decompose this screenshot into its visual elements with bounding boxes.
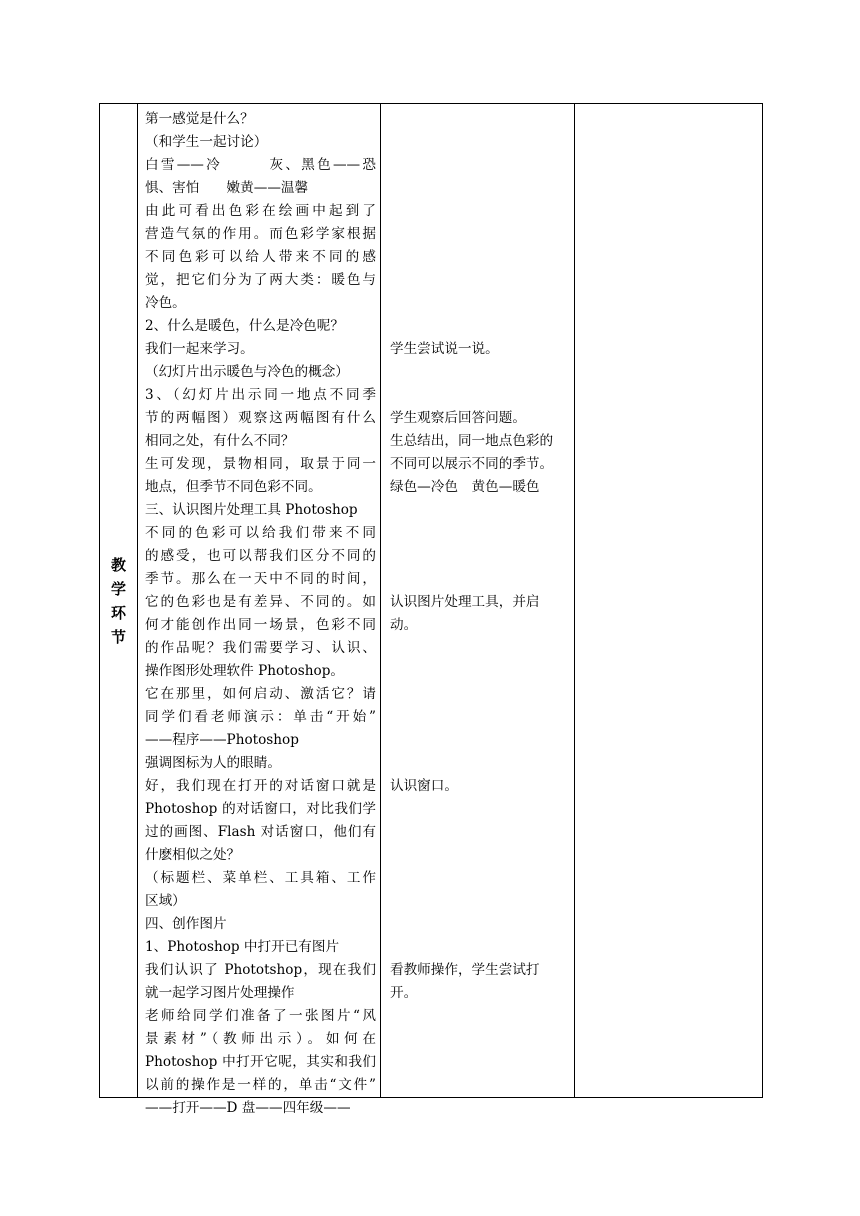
section-cell xyxy=(100,104,138,1098)
teacher-text-line: ——打开——D 盘——四年级—— xyxy=(145,1100,351,1116)
student-text-line: 认识窗口。 xyxy=(390,778,458,794)
student-text-line: 不同可以展示不同的季节。 xyxy=(390,456,554,472)
design-intent-text xyxy=(575,104,762,1097)
teacher-text-line: 好，我们现在打开的对话窗口就是 xyxy=(145,778,376,794)
teacher-text-line: 生可发现，景物相同，取景于同一 xyxy=(145,456,376,472)
teacher-text-line: 节的两幅图）观察这两幅图有什么 xyxy=(145,410,376,426)
teacher-text-line: 不同色彩可以给人带来不同的感 xyxy=(145,249,376,265)
student-text-line: 绿色—冷色 黄色—暖色 xyxy=(390,479,540,495)
teacher-text-line: 何才能创作出同一场景，色彩不同 xyxy=(145,617,376,633)
teacher-text-line: 我们认识了 Phototshop，现在我们 xyxy=(145,962,376,978)
teacher-activity-text xyxy=(138,104,380,1116)
teacher-text-line: 白雪——冷 灰、黑色——恐 xyxy=(145,157,376,173)
student-text-line: 看教师操作，学生尝试打 xyxy=(390,962,540,978)
teacher-text-line: 由此可看出色彩在绘画中起到了 xyxy=(145,203,376,219)
teacher-text-line: 老师给同学们准备了一张图片“风 xyxy=(145,1008,376,1024)
teacher-text-line: 四、创作图片 xyxy=(145,916,227,932)
teacher-text-line: 区域） xyxy=(145,893,186,909)
teacher-text-line: 1、Photoshop 中打开已有图片 xyxy=(145,939,340,955)
teacher-activity-cell xyxy=(138,104,381,1116)
teacher-text-line: 它在那里，如何启动、激活它？请 xyxy=(145,686,376,702)
student-text-line: 生总结出，同一地点色彩的 xyxy=(390,433,554,449)
teacher-text-line: 什麽相似之处？ xyxy=(145,847,241,863)
student-text-line: 开。 xyxy=(390,985,418,1001)
teacher-text-line: 觉，把它们分为了两大类：暖色与 xyxy=(145,272,376,288)
student-text-line: 动。 xyxy=(390,617,418,633)
teacher-text-line: 就一起学习图片处理操作 xyxy=(145,985,295,1001)
teacher-text-line: 的感受，也可以帮我们区分不同的 xyxy=(145,548,376,564)
teacher-text-line: 相同之处，有什么不同？ xyxy=(145,433,295,449)
teacher-text-line: ——程序——Photoshop xyxy=(145,732,299,748)
teacher-text-line: 惧、害怕 嫩黄——温馨 xyxy=(145,180,309,196)
teacher-text-line: 第一感觉是什么？ xyxy=(145,111,254,127)
teacher-text-line: 它的色彩也是有差异、不同的。如 xyxy=(145,594,376,610)
design-intent-cell xyxy=(575,104,763,1098)
lesson-plan-table xyxy=(99,103,763,1116)
teacher-text-line: 强调图标为人的眼睛。 xyxy=(145,755,281,771)
teacher-text-line: 景素材”（教师出示）。如何在 xyxy=(145,1031,376,1047)
teacher-text-line: 的作品呢？我们需要学习、认识、 xyxy=(145,640,376,656)
student-text-line: 学生尝试说一说。 xyxy=(390,341,499,357)
teacher-text-line: 同学们看老师演示：单击“开始” xyxy=(145,709,376,725)
teacher-text-line: 三、认识图片处理工具 Photoshop xyxy=(145,502,358,518)
teacher-text-line: 3、（幻灯片出示同一地点不同季 xyxy=(145,387,376,403)
teacher-text-line: 以前的操作是一样的，单击“文件” xyxy=(145,1077,376,1093)
teacher-text-line: 操作图形处理软件 Photoshop。 xyxy=(145,663,345,679)
student-text-line: 认识图片处理工具，并启 xyxy=(390,594,540,610)
teacher-text-line: Photoshop 中打开它呢，其实和我们 xyxy=(145,1054,376,1070)
teacher-text-line: 地点，但季节不同色彩不同。 xyxy=(145,479,322,495)
teacher-text-line: （标题栏、菜单栏、工具箱、工作 xyxy=(145,870,376,886)
teacher-text-line: （和学生一起讨论） xyxy=(145,134,268,150)
student-text-line: 学生观察后回答问题。 xyxy=(390,410,526,426)
teacher-text-line: （幻灯片出示暖色与冷色的概念） xyxy=(145,364,349,380)
teacher-text-line: 不同的色彩可以给我们带来不同 xyxy=(145,525,376,541)
teacher-text-line: 过的画图、Flash 对话窗口，他们有 xyxy=(145,824,376,840)
section-label: 教学环节 xyxy=(110,555,126,646)
teacher-text-line: 季节。那么在一天中不同的时间， xyxy=(145,571,376,587)
teacher-text-line: 营造气氛的作用。而色彩学家根据 xyxy=(145,226,376,242)
teacher-text-line: Photoshop 的对话窗口，对比我们学 xyxy=(145,801,376,817)
student-activity-text xyxy=(381,104,574,1097)
teacher-text-line: 2、什么是暖色，什么是冷色呢？ xyxy=(145,318,344,334)
teacher-text-line: 冷色。 xyxy=(145,295,186,311)
teacher-text-line: 我们一起来学习。 xyxy=(145,341,254,357)
table-row xyxy=(100,104,763,1098)
student-activity-cell xyxy=(381,104,575,1098)
